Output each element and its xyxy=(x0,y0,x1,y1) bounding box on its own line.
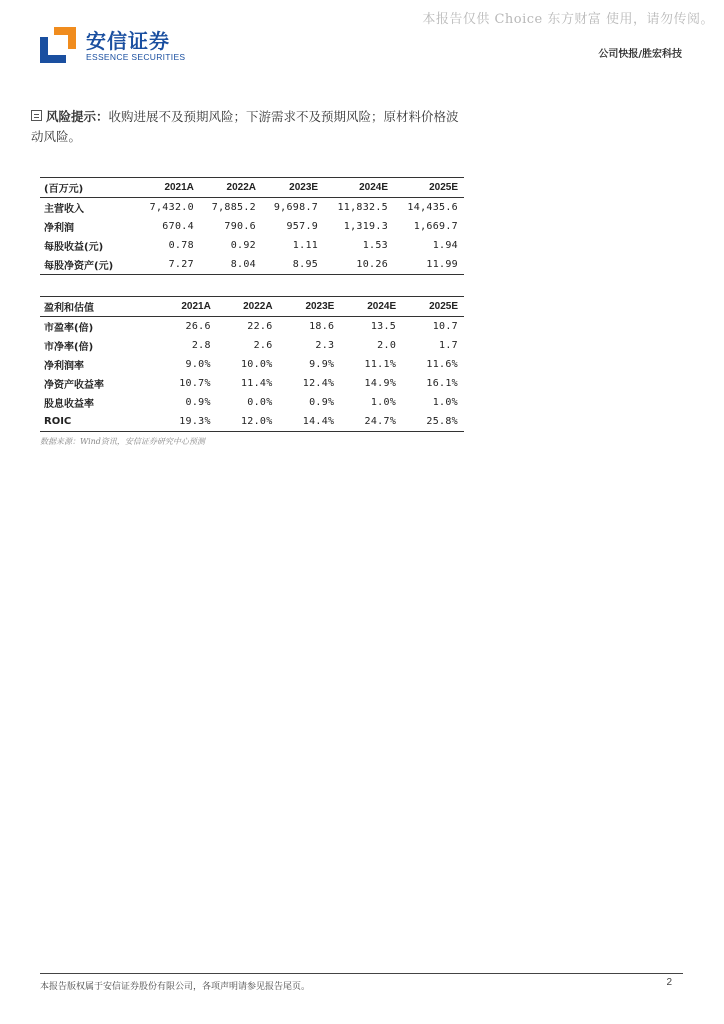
table-cell: 2.6 xyxy=(253,340,273,351)
risk-warning xyxy=(31,107,461,147)
table-row xyxy=(40,236,464,255)
table-cell: 26.6 xyxy=(185,321,211,332)
table-header-cell: 2023E xyxy=(279,297,341,317)
table-cell: 19.3% xyxy=(155,412,217,432)
table-cell: 22.6 xyxy=(247,321,273,332)
watermark-text: 本报告仅供 Choice 东方财富 使用，请勿传阅。 xyxy=(422,12,714,27)
table-cell: 670.4 xyxy=(162,221,194,232)
table-cell: 10.0% xyxy=(240,359,273,370)
row-label: 每股收益(元) xyxy=(44,242,104,253)
table-cell: 1.94 xyxy=(432,240,458,251)
list-bullet-icon xyxy=(31,110,42,121)
table-cell: 25.8% xyxy=(402,412,464,432)
row-label: 净利润率 xyxy=(44,361,84,372)
valuation-table xyxy=(40,296,464,432)
table-cell: 12.0% xyxy=(217,412,279,432)
logo-mark-icon xyxy=(40,27,76,63)
table-cell: 0.78 xyxy=(168,240,194,251)
risk-label: 风险提示： xyxy=(46,109,109,124)
row-label: 市净率(倍) xyxy=(44,342,94,353)
table-cell: 10.26 xyxy=(324,255,394,275)
table-header-cell: 2023E xyxy=(262,178,324,198)
page-number: 2 xyxy=(666,977,672,988)
table-cell: 0.9% xyxy=(185,397,211,408)
table-cell: 1.0% xyxy=(370,397,397,408)
report-type: 公司快报/胜宏科技 xyxy=(598,49,682,60)
table-header-cell: 2025E xyxy=(394,178,464,198)
table-header-cell: 2021A xyxy=(155,297,217,317)
table-header-cell: 2022A xyxy=(217,297,279,317)
table-cell: 2.8 xyxy=(191,340,211,351)
table-cell: 1.7 xyxy=(439,340,458,351)
table-cell: 2.0 xyxy=(377,340,397,351)
table-row xyxy=(40,393,464,412)
table-cell: 2.3 xyxy=(315,340,335,351)
table-cell: 1.53 xyxy=(362,240,389,251)
row-label: 市盈率(倍) xyxy=(44,323,94,334)
table-cell: 7,432.0 xyxy=(149,202,194,213)
row-label: 每股净资产(元) xyxy=(40,255,138,275)
row-label: ROIC xyxy=(40,412,155,432)
table-cell: 11.1% xyxy=(364,359,397,370)
logo-chinese-name: 安信证券 xyxy=(86,29,170,53)
table-header-cell: 2021A xyxy=(138,178,200,198)
table-cell: 957.9 xyxy=(286,221,319,232)
table-row xyxy=(40,336,464,355)
table-cell: 11.4% xyxy=(240,378,273,389)
table-cell: 11,832.5 xyxy=(337,202,389,213)
table-cell: 0.9% xyxy=(309,397,335,408)
row-label: 净资产收益率 xyxy=(44,380,104,391)
table-header-row xyxy=(40,297,464,317)
table-header-cell: (百万元) xyxy=(40,178,138,198)
table-cell: 1.0% xyxy=(432,397,458,408)
table-row xyxy=(40,217,464,236)
table-cell: 24.7% xyxy=(340,412,402,432)
footer-divider xyxy=(40,973,683,974)
table-row xyxy=(40,198,464,218)
table-header-cell: 2025E xyxy=(402,297,464,317)
table-row xyxy=(40,255,464,275)
table-cell: 14,435.6 xyxy=(407,202,458,213)
row-label: 股息收益率 xyxy=(44,399,94,410)
row-label: 主营收入 xyxy=(44,204,84,215)
table-cell: 11.6% xyxy=(426,359,458,370)
table-cell: 8.95 xyxy=(262,255,324,275)
table-cell: 790.6 xyxy=(224,221,256,232)
table-cell: 0.0% xyxy=(247,397,273,408)
table-cell: 16.1% xyxy=(426,378,458,389)
table-header-cell: 盈利和估值 xyxy=(40,297,155,317)
table-row xyxy=(40,317,464,337)
table-cell: 14.4% xyxy=(279,412,341,432)
table-header-row xyxy=(40,178,464,198)
table-cell: 18.6 xyxy=(309,321,335,332)
table-cell: 10.7 xyxy=(432,321,458,332)
table-cell: 11.99 xyxy=(394,255,464,275)
table-cell: 8.04 xyxy=(200,255,262,275)
table-cell: 0.92 xyxy=(230,240,256,251)
table-cell: 1,669.7 xyxy=(413,221,458,232)
table-header-cell: 2024E xyxy=(324,178,394,198)
table-cell: 14.9% xyxy=(364,378,397,389)
table-row xyxy=(40,355,464,374)
table-header-cell: 2024E xyxy=(340,297,402,317)
table-cell: 9,698.7 xyxy=(273,202,319,213)
financial-summary-table xyxy=(40,177,464,275)
table-cell: 9.9% xyxy=(309,359,335,370)
table-cell: 1,319.3 xyxy=(343,221,389,232)
table-cell: 10.7% xyxy=(179,378,211,389)
table-cell: 9.0% xyxy=(185,359,211,370)
table-row xyxy=(40,412,464,432)
table-cell: 7,885.2 xyxy=(211,202,256,213)
table-cell: 1.11 xyxy=(292,240,319,251)
table-cell: 13.5 xyxy=(370,321,397,332)
table-row xyxy=(40,374,464,393)
data-source-note: 数据来源：Wind资讯，安信证券研究中心预测 xyxy=(40,437,205,446)
risk-text: 收购进展不及预期风险；下游需求不及预期风险；原材料价格波动风险。 xyxy=(31,109,459,144)
table-cell: 7.27 xyxy=(138,255,200,275)
footer-disclaimer: 本报告版权属于安信证券股份有限公司，各项声明请参见报告尾页。 xyxy=(40,982,311,992)
table-header-cell: 2022A xyxy=(200,178,262,198)
company-logo xyxy=(40,27,200,65)
logo-english-name: ESSENCE SECURITIES xyxy=(86,52,186,62)
table-cell: 12.4% xyxy=(302,378,335,389)
row-label: 净利润 xyxy=(44,223,74,234)
